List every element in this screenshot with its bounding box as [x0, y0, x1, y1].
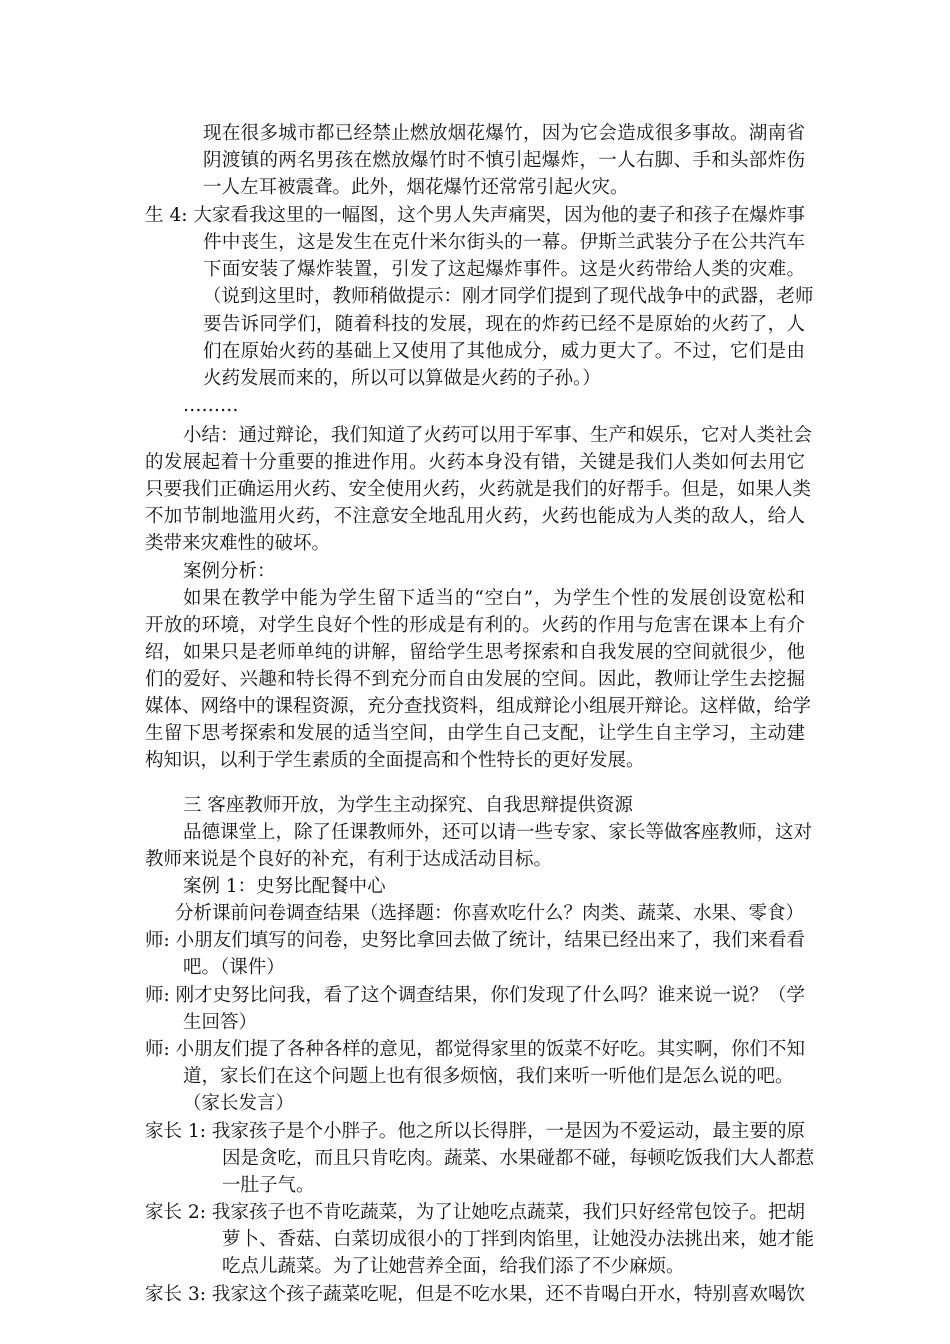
text-line: 萝卜、香菇、白菜切成很小的丁拌到肉馅里，让她没办法挑出来，她才能: [222, 1229, 815, 1250]
text-line: 们的爱好、兴趣和特长得不到充分而自由发展的空间。因此，教师让学生去挖掘: [145, 669, 805, 690]
text-line: 小结：通过辩论，我们知道了火药可以用于军事、生产和娱乐，它对人类社会: [183, 425, 813, 446]
text-line: 吃点儿蔬菜。为了让她营养全面，给我们添了不少麻烦。: [222, 1256, 685, 1277]
section-heading: 三 客座教师开放，为学生主动探究、自我思辩提供资源: [183, 795, 633, 816]
text-line: 现在很多城市都已经禁止燃放烟花爆竹，因为它会造成很多事故。湖南省: [203, 123, 805, 144]
text-line: 品德课堂上，除了任课教师外，还可以请一些专家、家长等做客座教师，这对: [183, 822, 813, 843]
text-line: （家长发言）: [183, 1093, 295, 1114]
text-line: 生留下思考探索和发展的适当空间，由学生自己支配，让学生自主学习，主动建: [145, 723, 805, 744]
text-line: （说到这里时，教师稍做提示：刚才同学们提到了现代战争中的武器，老师: [203, 286, 814, 307]
text-line: 因是贪吃，而且只肯吃肉。蔬菜、水果碰都不碰，每顿吃饭我们大人都惹: [222, 1148, 815, 1169]
text-line: 师: 小朋友们填写的问卷，史努比拿回去做了统计，结果已经出来了，我们来看看: [145, 930, 805, 951]
text-line: 只要我们正确运用火药、安全使用火药，火药就是我们的好帮手。但是，如果人类: [145, 479, 812, 500]
text-line: 教师来说是个良好的补充，有利于达成活动目标。: [145, 849, 553, 870]
text-line: 类带来灾难性的破坏。: [145, 533, 331, 554]
text-line: 开放的环境，对学生良好个性的形成是有利的。火药的作用与危害在课本上有介: [145, 615, 805, 636]
text-line: 生回答）: [183, 1012, 258, 1033]
text-line: 要告诉同学们，随着科技的发展，现在的炸药已经不是原始的火药了，人: [203, 314, 805, 335]
section-label: 案例分析：: [183, 561, 276, 582]
text-line: 构知识，以利于学生素质的全面提高和个性特长的更好发展。: [145, 750, 645, 771]
text-line: 家长 3: 我家这个孩子蔬菜吃呢，但是不吃水果，还不肯喝白开水，特别喜欢喝饮: [145, 1284, 805, 1305]
text-line: 火药发展而来的，所以可以算做是火药的子孙。）: [203, 368, 601, 389]
text-line: 下面安装了爆炸装置，引发了这起爆炸事件。这是火药带给人类的灾难。: [203, 259, 805, 280]
text-line: 绍，如果只是老师单纯的讲解，留给学生思考探索和自我发展的空间就很少，他: [145, 642, 805, 663]
text-line: 不加节制地滥用火药，不注意安全地乱用火药，火药也能成为人类的敌人，给人: [145, 506, 805, 527]
text-line: 媒体、网络中的课程资源，充分查找资料，组成辩论小组展开辩论。这样做，给学: [145, 696, 812, 717]
text-line: 阴渡镇的两名男孩在燃放爆竹时不慎引起爆炸，一人右脚、手和头部炸伤: [203, 150, 805, 171]
text-line: 一人左耳被震聋。此外，烟花爆竹还常常引起火灾。: [203, 177, 629, 198]
text-line: 家长 1: 我家孩子是个小胖子。他之所以长得胖，一是因为不爱运动，最主要的原: [145, 1121, 805, 1142]
text-line: 件中丧生，这是发生在克什米尔街头的一幕。伊斯兰武装分子在公共汽车: [203, 232, 805, 253]
text-line: 家长 2: 我家孩子也不肯吃蔬菜，为了让她吃点蔬菜，我们只好经常包饺子。把胡: [145, 1202, 805, 1223]
text-line: 师: 刚才史努比问我，看了这个调查结果，你们发现了什么吗？谁来说一说？（学: [145, 985, 805, 1006]
text-line: 一肚子气。: [222, 1175, 315, 1196]
text-line: 们在原始火药的基础上又使用了其他成分，威力更大了。不过，它们是由: [203, 341, 805, 362]
text-line: 的发展起着十分重要的推进作用。火药本身没有错，关键是我们人类如何去用它: [145, 452, 805, 473]
ellipsis: ………: [183, 395, 239, 416]
text-line: 分析课前问卷调查结果（选择题：你喜欢吃什么？肉类、蔬菜、水果、零食）: [175, 903, 805, 924]
text-line: 师: 小朋友们提了各种各样的意见，都觉得家里的饭菜不好吃。其实啊，你们不知: [145, 1039, 805, 1060]
case-title: 案例 1：史努比配餐中心: [183, 876, 386, 897]
text-line: 道，家长们在这个问题上也有很多烦恼，我们来听一听他们是怎么说的吧。: [183, 1066, 794, 1087]
text-line: 如果在教学中能为学生留下适当的“空白”，为学生个性的发展创设宽松和: [183, 588, 805, 609]
text-line: 生 4: 大家看我这里的一幅图，这个男人失声痛哭，因为他的妻子和孩子在爆炸事: [145, 205, 805, 226]
text-line: 吧。（课件）: [183, 957, 285, 978]
